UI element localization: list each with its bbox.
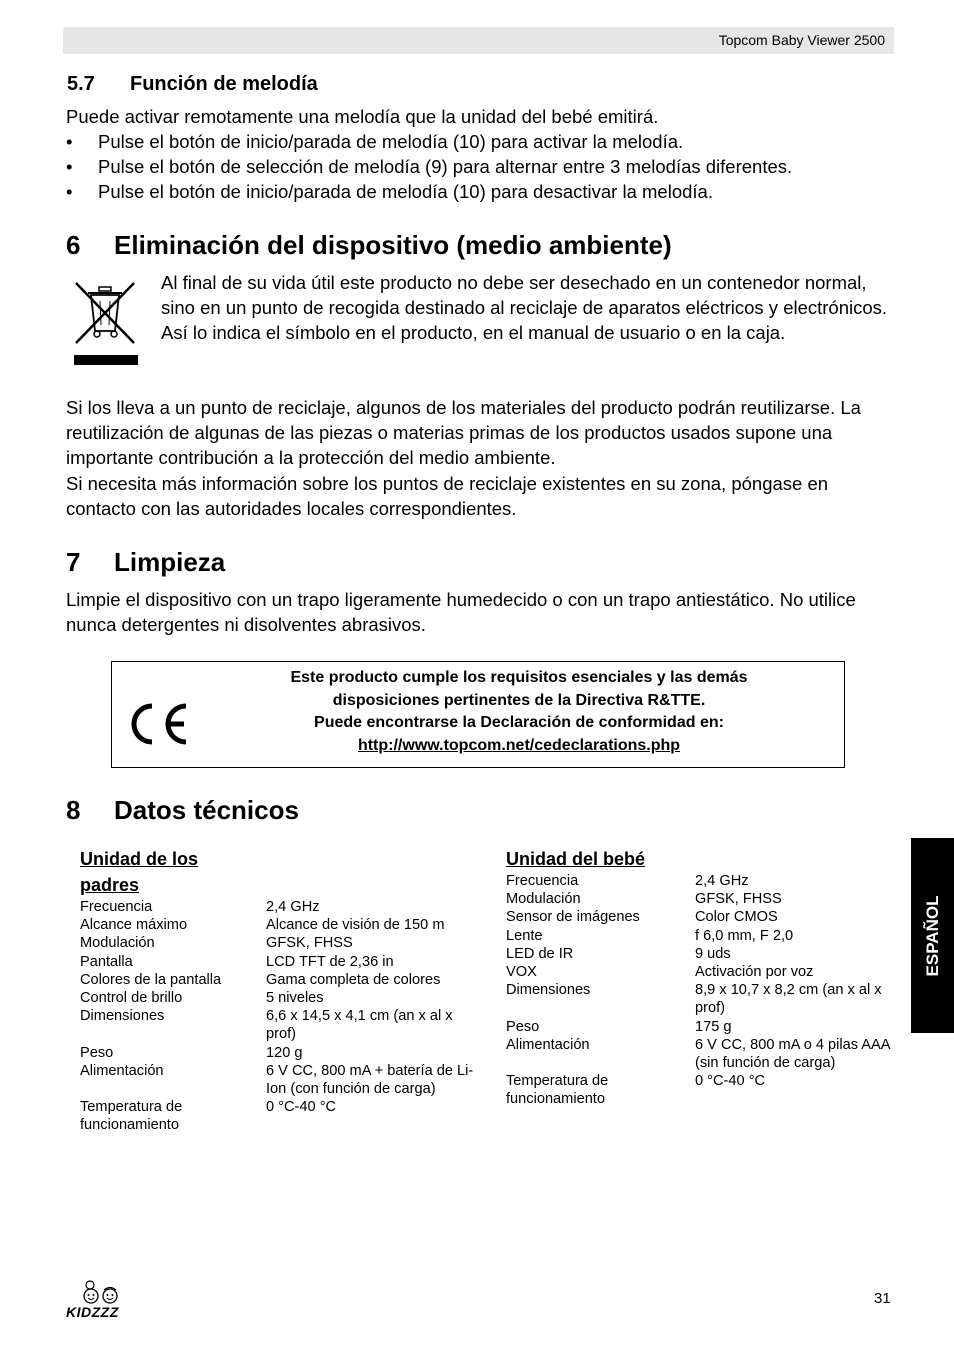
spec-key: Modulación (506, 891, 581, 908)
section-5-7-bullet-list (66, 129, 894, 204)
kidzzz-logo (64, 1279, 136, 1321)
spec-key: Pantalla (80, 953, 133, 970)
header-bar (63, 27, 894, 54)
spec-value: 6,6 x 14,5 x 4,1 cm (an x al x prof) (266, 1008, 453, 1043)
section-7-title: Limpieza (114, 547, 226, 577)
spec-key: Peso (80, 1044, 114, 1061)
spec-key: Dimensiones (80, 1008, 165, 1025)
ce-text-block (212, 667, 826, 757)
spec-row (506, 945, 896, 963)
spec-value: GFSK, FHSS (266, 935, 353, 952)
spec-value: 0 °C-40 °C (695, 1073, 766, 1090)
ce-declaration-link[interactable]: http://www.topcom.net/cedeclarations.php (357, 736, 681, 754)
spec-row (80, 1098, 480, 1134)
spec-key: Frecuencia (506, 873, 579, 889)
bullet-item: • Pulse el botón de selección de melodía (9) para alternar entre 3 melodías diferentes. (66, 154, 894, 179)
spec-key: Modulación (80, 935, 155, 952)
spec-key: Frecuencia (80, 899, 153, 915)
spec-value: Gama completa de colores (266, 971, 441, 988)
spec-row (80, 1044, 480, 1062)
spec-value: 6 V CC, 800 mA o 4 pilas AAA (sin función de carga) (695, 1036, 890, 1072)
spec-row (80, 1007, 480, 1043)
spec-key: Alimentación (506, 1036, 590, 1053)
spec-value: 2,4 GHz (266, 899, 320, 915)
spec-row (506, 872, 896, 890)
spec-value: 2,4 GHz (695, 873, 749, 889)
spec-key: Lente (506, 927, 543, 944)
parent-unit-specs (80, 846, 480, 1135)
spec-row (80, 989, 480, 1007)
spec-value: 5 niveles (266, 990, 324, 1007)
spec-row (80, 1062, 480, 1098)
logo-text: KIDZZZ (66, 1304, 119, 1320)
bullet-item: • Pulse el botón de inicio/parada de melodía (10) para activar la melodía. (66, 129, 894, 154)
baby-unit-specs (506, 846, 896, 1109)
weee-crossed-bin-icon (72, 279, 140, 369)
spec-key: Alimentación (80, 1062, 164, 1079)
spec-row (506, 890, 896, 908)
parent-unit-heading-line-2: padres (80, 875, 140, 895)
spec-value: 9 uds (695, 945, 731, 962)
spec-value: LCD TFT de 2,36 in (266, 953, 394, 970)
spec-value: 175 g (695, 1018, 732, 1035)
spec-value: 6 V CC, 800 mA + batería de Li-Ion (con función de carga) (266, 1062, 474, 1098)
section-6-number: 6 (66, 230, 81, 260)
parent-unit-heading (80, 846, 480, 898)
spec-key: Temperatura de funcionamiento (506, 1073, 609, 1108)
weee-text: Al final de su vida útil este producto no debe ser desechado en un contenedor normal, sino en un punto de recogida destinado al reciclaje de aparatos eléctricos y electrónicos. Así lo indica el símbolo en el producto, en el manual de usuario o en la caja. (161, 272, 888, 343)
baby-unit-heading: Unidad del bebé (506, 849, 646, 869)
spec-row (506, 981, 896, 1017)
spec-row (80, 916, 480, 934)
parent-unit-heading-line-1: Unidad de los (80, 849, 199, 869)
section-5-7-title: Función de melodía (130, 73, 318, 95)
spec-key: Alcance máximo (80, 917, 188, 934)
header-product-name: Topcom Baby Viewer 2500 (718, 32, 885, 48)
page-number: 31 (874, 1290, 891, 1307)
spec-key: Sensor de imágenes (506, 909, 640, 926)
spec-key: Temperatura de funcionamiento (80, 1099, 183, 1134)
section-5-7-intro: Puede activar remotamente una melodía que la unidad del bebé emitirá. (66, 106, 659, 127)
language-side-tab (911, 838, 954, 1033)
spec-row (80, 971, 480, 989)
language-label: ESPAÑOL (922, 895, 942, 976)
ce-mark-icon (124, 702, 190, 746)
spec-value: GFSK, FHSS (695, 891, 782, 908)
spec-key: Control de brillo (80, 990, 183, 1007)
spec-key: Dimensiones (506, 982, 591, 999)
spec-value: 120 g (266, 1044, 303, 1061)
ce-line-1: Este producto cumple los requisitos esenciales y las demás (290, 669, 748, 686)
recycling-paragraph: Si los lleva a un punto de reciclaje, algunos de los materiales del producto podrán reutilizarse. La reutilización de algunas de las piezas o materias primas de los productos usados supone una importante contribución a la protección del medio ambiente. (66, 397, 861, 468)
spec-key: Peso (506, 1018, 540, 1035)
spec-value: 0 °C-40 °C (266, 1099, 337, 1116)
spec-key: LED de IR (506, 945, 574, 962)
spec-row (80, 934, 480, 952)
ce-declaration-box (111, 661, 845, 768)
spec-row (80, 953, 480, 971)
spec-value: Color CMOS (695, 909, 778, 926)
spec-row (506, 1036, 896, 1072)
section-5-7-number: 5.7 (67, 73, 95, 95)
spec-row (80, 898, 480, 916)
section-6-title: Eliminación del dispositivo (medio ambiente) (114, 230, 672, 260)
spec-value: Alcance de visión de 150 m (266, 917, 445, 934)
spec-key: VOX (506, 964, 537, 981)
section-7-number: 7 (66, 547, 81, 577)
recycling-info-paragraph: Si necesita más información sobre los puntos de reciclaje existentes en su zona, póngase en contacto con las autoridades locales correspondientes. (66, 473, 829, 519)
spec-value: Activación por voz (695, 964, 814, 981)
spec-row (506, 963, 896, 981)
ce-line-2: disposiciones pertinentes de la Directiva R&TTE. (332, 691, 706, 709)
cleaning-text: Limpie el dispositivo con un trapo ligeramente humedecido o con un trapo antiestático. No utilice nunca detergentes ni disolventes abrasivos. (66, 589, 856, 635)
spec-key: Colores de la pantalla (80, 971, 222, 988)
spec-value: f 6,0 mm, F 2,0 (695, 927, 794, 944)
section-8-title: Datos técnicos (114, 795, 299, 825)
spec-row (506, 1018, 896, 1036)
bullet-item: • Pulse el botón de inicio/parada de melodía (10) para desactivar la melodía. (66, 179, 894, 204)
spec-row (506, 1072, 896, 1108)
spec-row (506, 908, 896, 926)
section-8-number: 8 (66, 795, 81, 825)
spec-row (506, 927, 896, 945)
ce-line-3: Puede encontrarse la Declaración de conformidad en: (314, 714, 724, 731)
spec-value: 8,9 x 10,7 x 8,2 cm (an x al x prof) (695, 982, 882, 1017)
